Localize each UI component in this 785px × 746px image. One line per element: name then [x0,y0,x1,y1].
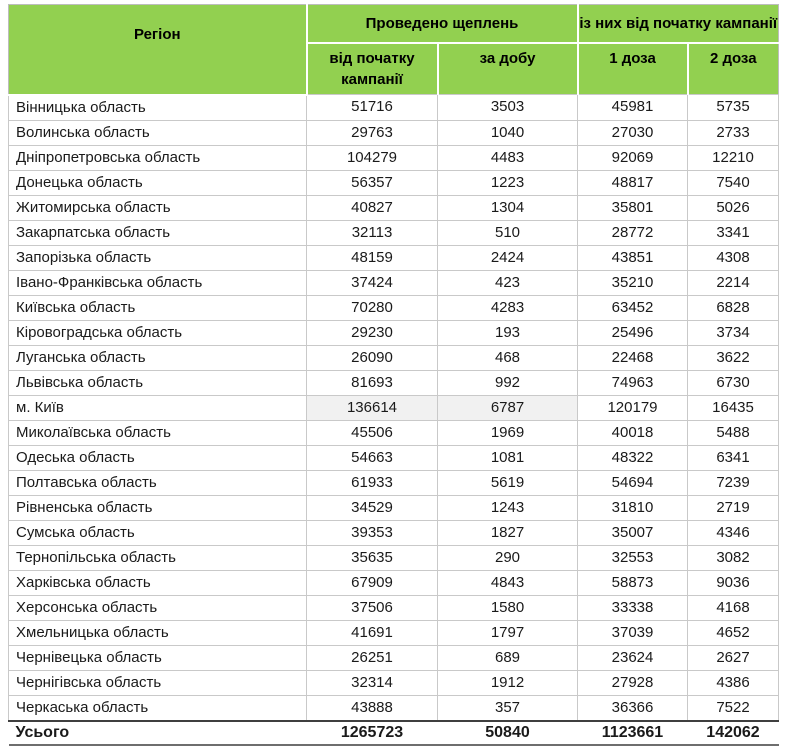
dose1-cell: 27030 [578,120,688,145]
dose1-cell: 63452 [578,295,688,320]
table-row [9,270,779,295]
total-label-cell: Усього [9,721,307,745]
campaign-total-cell: 41691 [307,620,438,645]
campaign-total-cell: 45506 [307,420,438,445]
dose1-cell: 31810 [578,495,688,520]
daily-cell: 357 [438,695,578,721]
daily-cell: 689 [438,645,578,670]
region-cell: Рівненська область [9,495,307,520]
campaign-total-cell: 67909 [307,570,438,595]
daily-cell: 1580 [438,595,578,620]
dose2-cell: 3734 [688,320,779,345]
table-row [9,695,779,721]
region-cell: Запорізька область [9,245,307,270]
table-row [9,620,779,645]
dose2-cell: 5488 [688,420,779,445]
daily-cell: 5619 [438,470,578,495]
campaign-total-cell: 51716 [307,95,438,121]
dose1-cell: 33338 [578,595,688,620]
col-group-since-start: із них від початку кампанії [578,5,779,44]
daily-cell: 1827 [438,520,578,545]
table-row [9,645,779,670]
campaign-total-cell: 34529 [307,495,438,520]
region-cell: Вінницька область [9,95,307,121]
region-cell: Львівська область [9,370,307,395]
dose1-cell: 28772 [578,220,688,245]
col-header-dose1: 1 доза [578,43,688,95]
region-cell: Миколаївська область [9,420,307,445]
dose1-cell: 35007 [578,520,688,545]
daily-cell: 1223 [438,170,578,195]
dose2-cell: 2719 [688,495,779,520]
campaign-total-cell: 29230 [307,320,438,345]
campaign-total-cell: 81693 [307,370,438,395]
table-header [9,5,779,95]
header-group-row [9,5,779,44]
dose2-cell: 4168 [688,595,779,620]
table-row [9,195,779,220]
region-cell: Сумська область [9,520,307,545]
campaign-total-cell: 61933 [307,470,438,495]
dose2-cell: 7239 [688,470,779,495]
daily-cell: 1081 [438,445,578,470]
total-row [9,721,779,745]
dose1-cell: 58873 [578,570,688,595]
daily-cell: 6787 [438,395,578,420]
table-row [9,145,779,170]
table-row [9,95,779,121]
campaign-total-cell: 40827 [307,195,438,220]
dose2-cell: 16435 [688,395,779,420]
table-row [9,470,779,495]
table-body [9,95,779,721]
dose1-cell: 35210 [578,270,688,295]
dose1-cell: 27928 [578,670,688,695]
campaign-total-cell: 26090 [307,345,438,370]
table-row [9,320,779,345]
daily-cell: 468 [438,345,578,370]
col-header-campaign-total: від початку кампанії [307,43,438,95]
daily-cell: 1304 [438,195,578,220]
region-cell: Івано-Франківська область [9,270,307,295]
dose2-cell: 3082 [688,545,779,570]
campaign-total-cell: 48159 [307,245,438,270]
region-cell: Полтавська область [9,470,307,495]
dose1-cell: 25496 [578,320,688,345]
daily-cell: 423 [438,270,578,295]
table-row [9,545,779,570]
table-row [9,395,779,420]
dose2-cell: 6341 [688,445,779,470]
table-row [9,570,779,595]
dose2-cell: 2214 [688,270,779,295]
table-row [9,520,779,545]
total-campaign-total-cell: 1265723 [307,721,438,745]
campaign-total-cell: 39353 [307,520,438,545]
region-cell: Київська область [9,295,307,320]
campaign-total-cell: 29763 [307,120,438,145]
campaign-total-cell: 32113 [307,220,438,245]
total-daily-cell: 50840 [438,721,578,745]
table-row [9,595,779,620]
table-row [9,420,779,445]
region-cell: Чернівецька область [9,645,307,670]
dose1-cell: 37039 [578,620,688,645]
dose2-cell: 3341 [688,220,779,245]
region-cell: Донецька область [9,170,307,195]
region-cell: Луганська область [9,345,307,370]
dose1-cell: 22468 [578,345,688,370]
campaign-total-cell: 26251 [307,645,438,670]
campaign-total-cell: 54663 [307,445,438,470]
dose1-cell: 48817 [578,170,688,195]
daily-cell: 4843 [438,570,578,595]
col-header-dose2: 2 доза [688,43,779,95]
dose1-cell: 54694 [578,470,688,495]
region-cell: Закарпатська область [9,220,307,245]
col-header-region: Регіон [9,5,307,95]
dose1-cell: 32553 [578,545,688,570]
dose1-cell: 48322 [578,445,688,470]
dose2-cell: 5026 [688,195,779,220]
daily-cell: 4283 [438,295,578,320]
daily-cell: 193 [438,320,578,345]
daily-cell: 2424 [438,245,578,270]
daily-cell: 992 [438,370,578,395]
daily-cell: 3503 [438,95,578,121]
dose1-cell: 43851 [578,245,688,270]
dose1-cell: 92069 [578,145,688,170]
region-cell: Волинська область [9,120,307,145]
campaign-total-cell: 37506 [307,595,438,620]
dose2-cell: 7540 [688,170,779,195]
campaign-total-cell: 104279 [307,145,438,170]
dose1-cell: 45981 [578,95,688,121]
dose2-cell: 4308 [688,245,779,270]
region-cell: Одеська область [9,445,307,470]
dose2-cell: 4386 [688,670,779,695]
total-dose2-cell: 142062 [688,721,779,745]
dose1-cell: 36366 [578,695,688,721]
daily-cell: 1797 [438,620,578,645]
dose1-cell: 23624 [578,645,688,670]
table-row [9,495,779,520]
dose2-cell: 12210 [688,145,779,170]
vaccination-table-wrap [8,4,779,746]
dose2-cell: 7522 [688,695,779,721]
col-group-vaccinations: Проведено щеплень [307,5,578,44]
dose1-cell: 40018 [578,420,688,445]
region-cell: Хмельницька область [9,620,307,645]
daily-cell: 1912 [438,670,578,695]
region-cell: Тернопільська область [9,545,307,570]
table-row [9,670,779,695]
dose1-cell: 120179 [578,395,688,420]
daily-cell: 1969 [438,420,578,445]
dose2-cell: 2627 [688,645,779,670]
dose2-cell: 6730 [688,370,779,395]
table-row [9,120,779,145]
dose2-cell: 5735 [688,95,779,121]
region-cell: Житомирська область [9,195,307,220]
campaign-total-cell: 35635 [307,545,438,570]
table-row [9,345,779,370]
table-row [9,295,779,320]
daily-cell: 4483 [438,145,578,170]
dose2-cell: 4346 [688,520,779,545]
daily-cell: 510 [438,220,578,245]
dose2-cell: 3622 [688,345,779,370]
campaign-total-cell: 56357 [307,170,438,195]
dose1-cell: 74963 [578,370,688,395]
table-row [9,170,779,195]
table-row [9,220,779,245]
daily-cell: 290 [438,545,578,570]
region-cell: Черкаська область [9,695,307,721]
campaign-total-cell: 43888 [307,695,438,721]
table-row [9,445,779,470]
region-cell: Херсонська область [9,595,307,620]
table-row [9,370,779,395]
region-cell: Харківська область [9,570,307,595]
table-row [9,245,779,270]
campaign-total-cell: 70280 [307,295,438,320]
dose2-cell: 9036 [688,570,779,595]
dose1-cell: 35801 [578,195,688,220]
campaign-total-cell: 37424 [307,270,438,295]
campaign-total-cell: 32314 [307,670,438,695]
dose2-cell: 6828 [688,295,779,320]
campaign-total-cell: 136614 [307,395,438,420]
table-footer [9,721,779,745]
daily-cell: 1243 [438,495,578,520]
vaccination-table [8,4,779,746]
daily-cell: 1040 [438,120,578,145]
dose2-cell: 2733 [688,120,779,145]
dose2-cell: 4652 [688,620,779,645]
region-cell: Дніпропетровська область [9,145,307,170]
col-header-daily: за добу [438,43,578,95]
region-cell: м. Київ [9,395,307,420]
region-cell: Кіровоградська область [9,320,307,345]
region-cell: Чернігівська область [9,670,307,695]
total-dose1-cell: 1123661 [578,721,688,745]
